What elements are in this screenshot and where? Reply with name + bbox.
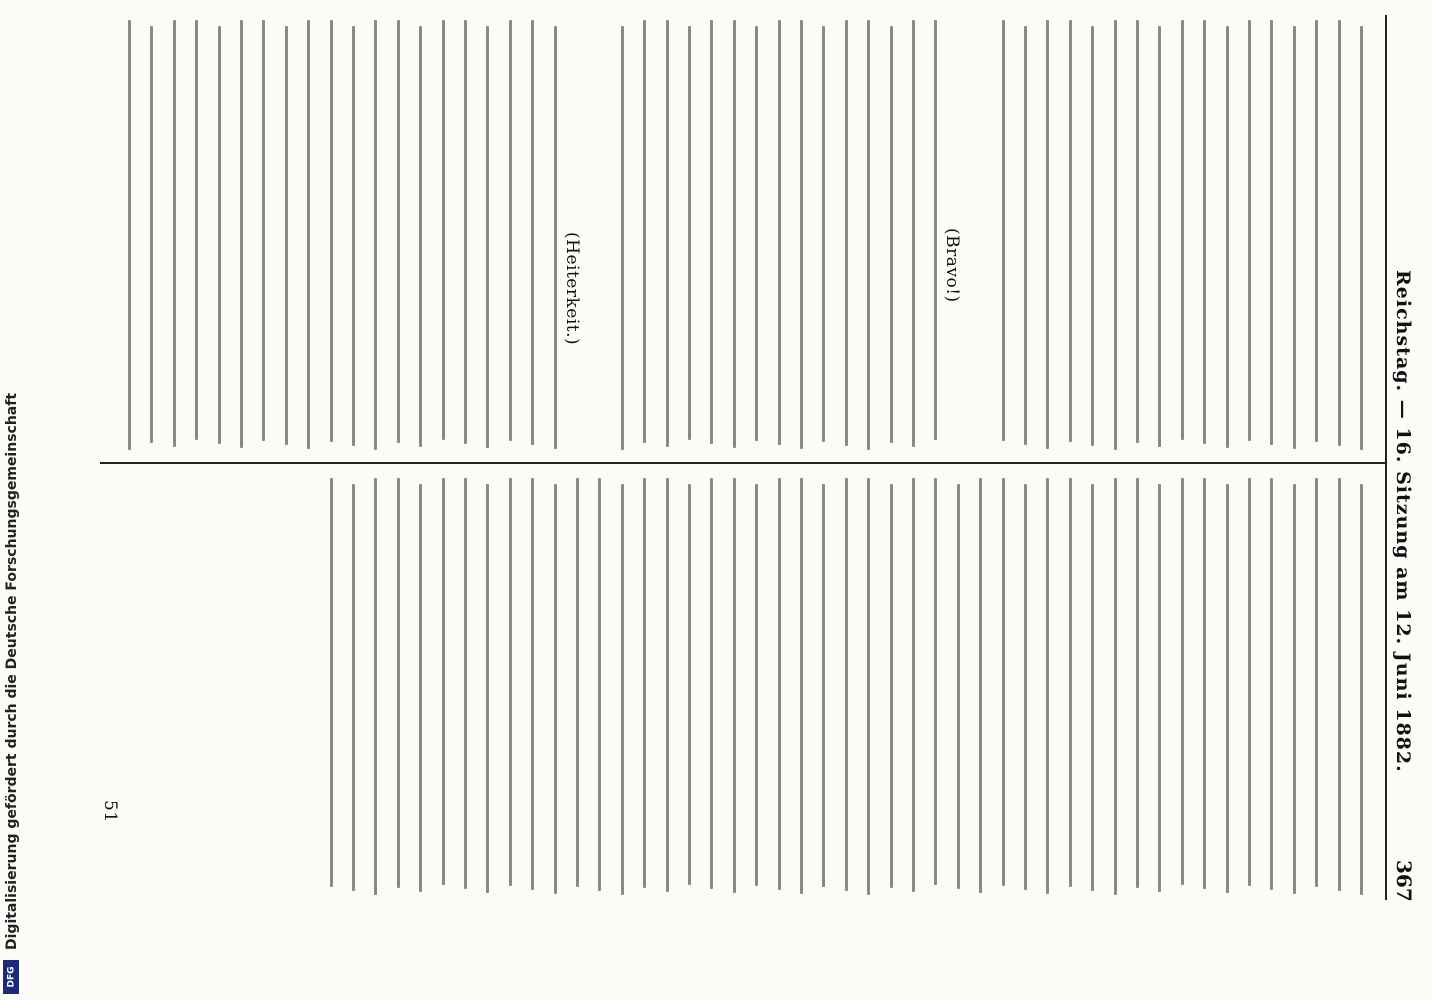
text-line (666, 20, 669, 447)
text-line (1203, 478, 1206, 889)
text-line (621, 484, 624, 895)
text-line (1136, 20, 1139, 443)
text-line (397, 20, 400, 443)
text-line (195, 20, 198, 440)
text-line (150, 26, 153, 443)
text-line (1002, 20, 1005, 441)
text-line (509, 478, 512, 886)
text-line (1270, 478, 1273, 890)
text-line (374, 20, 377, 450)
text-line (1226, 484, 1229, 893)
text-line (822, 26, 825, 442)
text-line (957, 484, 960, 889)
text-line (934, 20, 937, 440)
text-line (352, 26, 355, 446)
text-line (710, 20, 713, 444)
text-line (733, 20, 736, 448)
text-line (419, 484, 422, 892)
text-line (1024, 26, 1027, 445)
text-line (688, 484, 691, 885)
text-line (1069, 478, 1072, 887)
text-line (1136, 478, 1139, 888)
text-line (643, 20, 646, 443)
text-line (733, 478, 736, 893)
text-line (1315, 20, 1318, 442)
text-line (1338, 20, 1341, 446)
text-line (128, 20, 131, 450)
text-line (531, 478, 534, 890)
text-line (464, 20, 467, 444)
text-line (554, 484, 557, 894)
text-line (1181, 20, 1184, 440)
text-line (486, 26, 489, 448)
text-line (1091, 26, 1094, 446)
text-line (800, 20, 803, 449)
text-line (666, 478, 669, 892)
text-line (845, 478, 848, 891)
text-line (1360, 484, 1363, 895)
text-line (240, 20, 243, 448)
text-line (509, 20, 512, 441)
dfg-logo-icon: DFG (3, 960, 19, 994)
text-line (531, 20, 534, 445)
text-line (1181, 478, 1184, 885)
text-line (1293, 484, 1296, 894)
text-line (1203, 20, 1206, 444)
column-divider-rule (100, 462, 1385, 464)
text-line (1158, 26, 1161, 447)
text-line (755, 484, 758, 886)
text-line (554, 26, 557, 449)
text-line (912, 20, 915, 447)
text-line (1248, 20, 1251, 441)
page-number: 367 (1392, 860, 1416, 902)
running-head: Reichstag. — 16. Sitzung am 12. Juni 1882. (1392, 270, 1414, 773)
text-line (262, 20, 265, 441)
text-line (1114, 20, 1117, 450)
text-line (822, 484, 825, 887)
text-line (330, 20, 333, 442)
text-line (374, 478, 377, 895)
text-line (1002, 478, 1005, 886)
text-line (442, 478, 445, 885)
text-line (755, 26, 758, 441)
signature-mark: 51 (100, 800, 120, 823)
text-line (845, 20, 848, 446)
text-line (1091, 484, 1094, 891)
text-line (442, 20, 445, 440)
text-line (486, 484, 489, 893)
text-line (643, 478, 646, 888)
text-line (890, 484, 893, 888)
text-line (1248, 478, 1251, 886)
text-line (1293, 26, 1296, 449)
text-line (621, 26, 624, 450)
text-line (1338, 478, 1341, 891)
text-line (778, 478, 781, 890)
text-line (979, 478, 982, 893)
text-line (890, 26, 893, 443)
text-line (710, 478, 713, 889)
text-line (1270, 20, 1273, 445)
text-line (1114, 478, 1117, 895)
text-line (778, 20, 781, 445)
text-line (330, 478, 333, 887)
text-line (173, 20, 176, 447)
text-line (800, 478, 803, 894)
interjection-bravo: (Bravo!) (942, 228, 962, 303)
text-line (1360, 26, 1363, 450)
text-line (1315, 478, 1318, 887)
text-line (912, 478, 915, 892)
text-line (397, 478, 400, 888)
text-line (576, 478, 579, 887)
text-line (352, 484, 355, 891)
text-line (218, 26, 221, 444)
interjection-heiterkeit: (Heiterkeit.) (562, 232, 582, 346)
digitization-credit: Digitalisierung gefördert durch die Deutsche Forschungsgemeinschaft (4, 392, 20, 950)
text-line (464, 478, 467, 889)
text-line (419, 26, 422, 447)
text-line (688, 26, 691, 440)
text-line (867, 478, 870, 895)
text-line (1024, 484, 1027, 890)
text-line (285, 26, 288, 445)
text-line (867, 20, 870, 450)
text-line (1158, 484, 1161, 892)
text-line (1226, 26, 1229, 448)
text-line (598, 478, 601, 891)
text-line (1069, 20, 1072, 442)
text-line (1046, 478, 1049, 894)
text-line (1046, 20, 1049, 449)
header-rule (1385, 15, 1387, 900)
text-line (307, 20, 310, 449)
text-line (934, 478, 937, 885)
